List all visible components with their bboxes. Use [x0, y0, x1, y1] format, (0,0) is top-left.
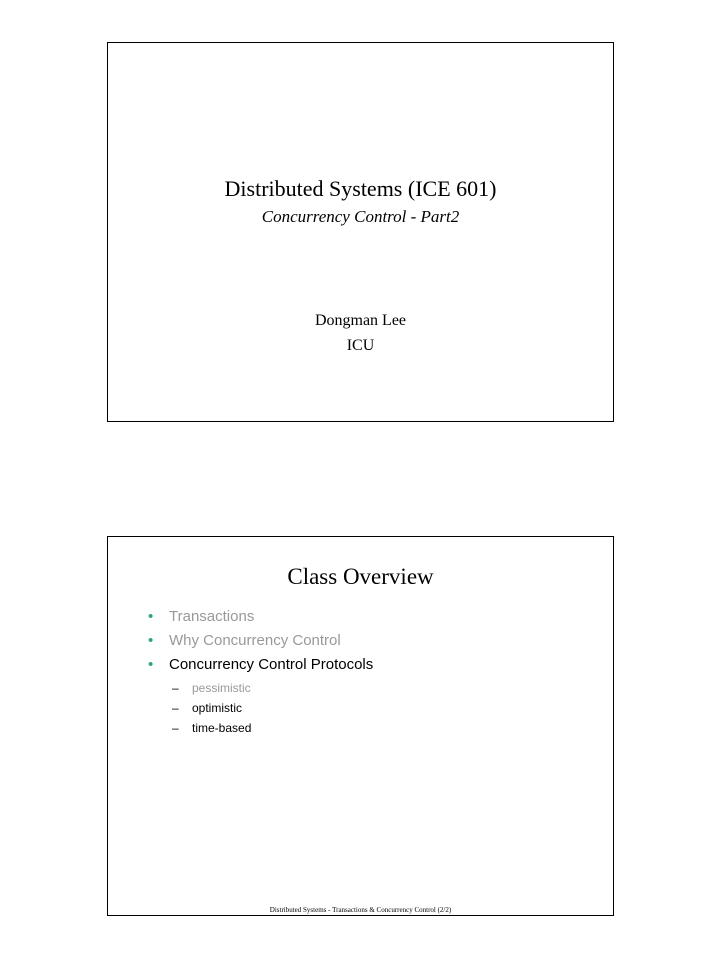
presentation-title: Distributed Systems (ICE 601) [224, 176, 497, 201]
sub-bullet-text: pessimistic [192, 681, 251, 695]
bullet-item [144, 633, 373, 657]
dash-icon: – [172, 701, 179, 715]
slide-title-page [107, 42, 614, 422]
dash-icon: – [172, 721, 179, 735]
bullet-dot-icon: • [148, 608, 154, 625]
bullet-item [144, 609, 373, 633]
sub-bullet-item [172, 722, 251, 742]
presentation-subtitle: Concurrency Control - Part2 [261, 207, 460, 226]
slide-class-overview [107, 536, 614, 916]
sub-bullet-text: time-based [192, 721, 252, 735]
bullet-text: Concurrency Control Protocols [169, 656, 374, 673]
sub-bullet-list [172, 682, 251, 742]
slide-title: Class Overview [287, 564, 434, 589]
sub-bullet-item [172, 702, 251, 722]
bullet-text: Why Concurrency Control [169, 632, 341, 649]
bullet-item [144, 657, 373, 681]
author-name: Dongman Lee [314, 312, 407, 329]
dash-icon: – [172, 681, 179, 695]
bullet-list [144, 609, 373, 681]
bullet-dot-icon: • [148, 656, 154, 673]
sub-bullet-item [172, 682, 251, 702]
author-affiliation: ICU [346, 337, 375, 354]
sub-bullet-text: optimistic [192, 701, 243, 715]
bullet-dot-icon: • [148, 632, 154, 649]
slide-footer: Distributed Systems - Transactions & Concurrency Control (2/2) [269, 906, 452, 914]
bullet-text: Transactions [169, 608, 255, 625]
